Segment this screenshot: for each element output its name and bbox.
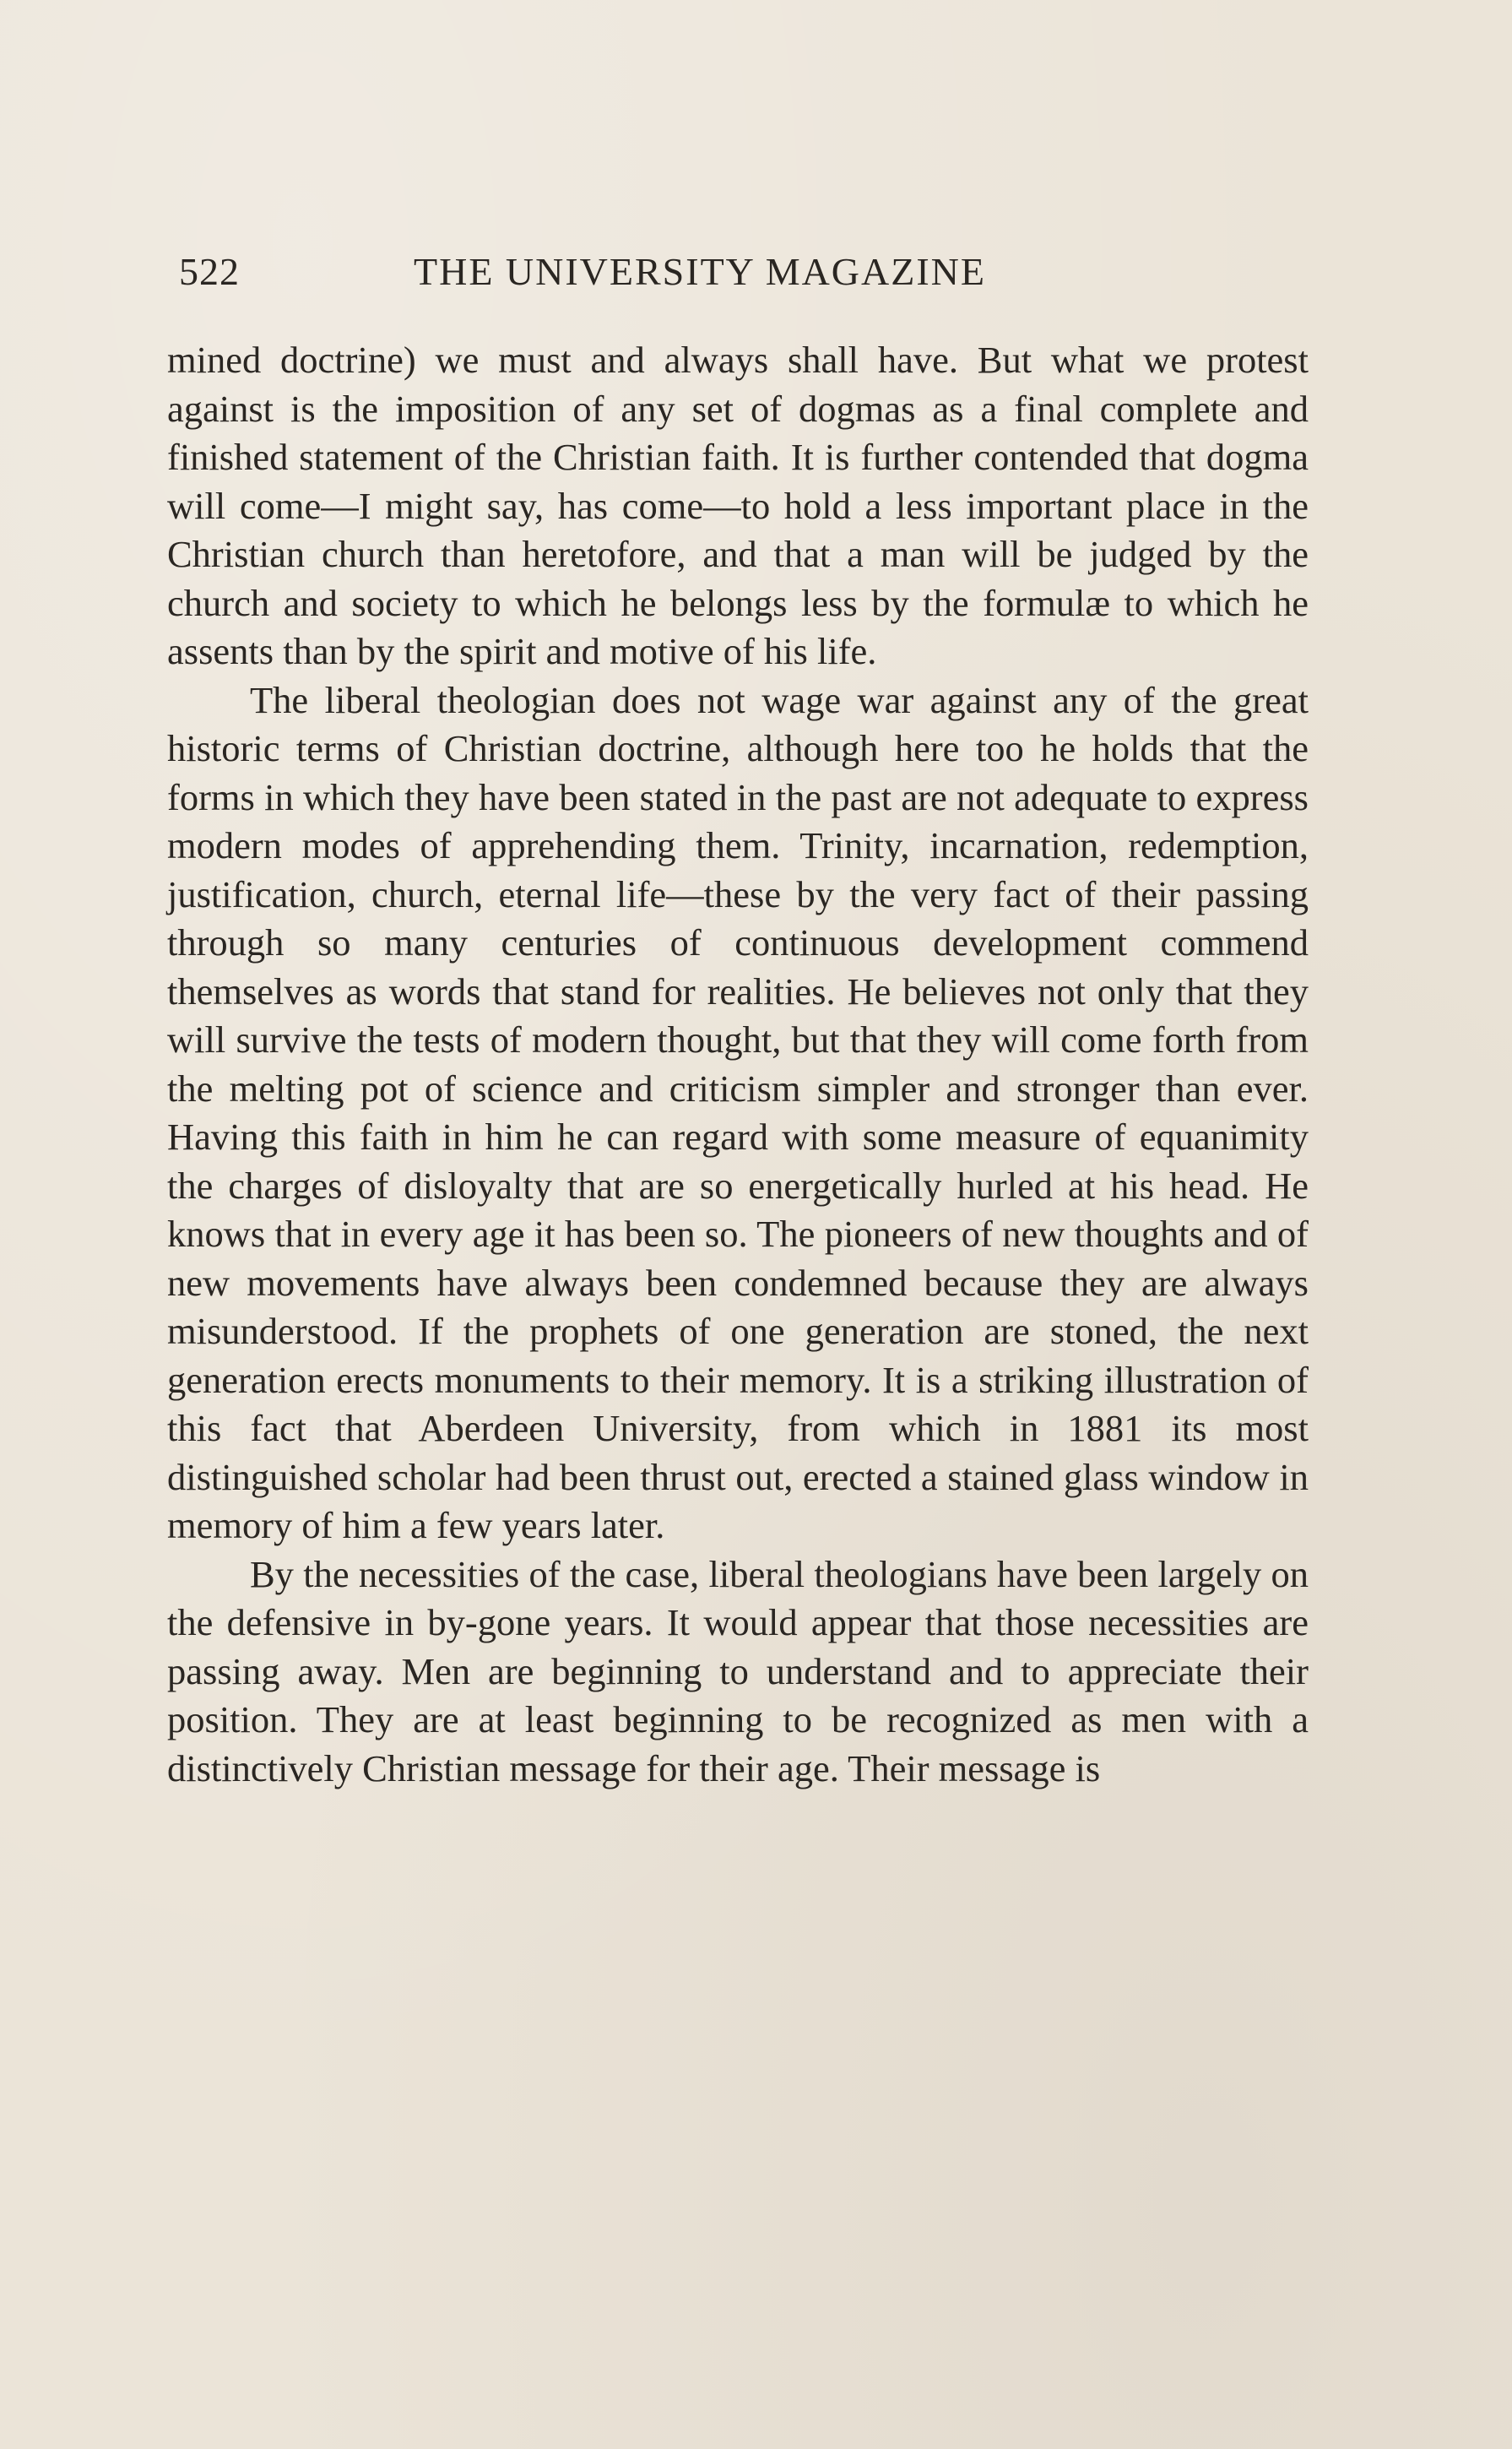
page-number: 522 — [179, 250, 240, 293]
body-text — [167, 336, 1309, 1793]
paragraph-3: By the necessities of the case, liberal theologians have been largely on the defensive in by-gone years. It would appear that those necessities are passing away. Men are beginning to understand and to appreciate their position. They are at least beginning to be recognized as men with a distinctively Christian message for their age. Their message is — [167, 1552, 1309, 1789]
journal-title: THE UNIVERSITY MAGAZINE — [414, 250, 986, 293]
running-head — [179, 249, 1310, 300]
paragraph-1: mined doctrine) we must and always shall have. But what we protest against is the imposition of any set of dogmas as a final complete and finished statement of the Christian faith. It is further contended that dogma will come—I might say, has come—to hold a less important place in the Christian church than heretofore, and that a man will be judged by the church and society to which he belongs less by the formulæ to which he assents than by the spirit and motive of his life. — [167, 339, 1309, 672]
paragraph-2: The liberal theologian does not wage war against any of the great historic terms of Christian doctrine, although here too he holds that the forms in which they have been stated in the past are not adequate to express modern modes of apprehending them. Trinity, incarnation, redemption, justification, church, eternal life—these by the very fact of their passing through so many centuries of continuous development commend themselves as words that stand for realities. He believes not only that they will survive the tests of modern thought, but that they will come forth from the melting pot of science and criticism simpler and stronger than ever. Having this faith in him he can regard with some measure of equanimity the charges of disloyalty that are so energetically hurled at his head. He knows that in every age it has been so. The pioneers of new thoughts and of new movements have always been condemned because they are always misunderstood. If the prophets of one generation are stoned, the next generation erects monuments to their memory. It is a striking illustration of this fact that Aberdeen University, from which in 1881 its most distinguished scholar had been thrust out, erected a stained glass window in memory of him a few years later. — [167, 678, 1309, 1546]
